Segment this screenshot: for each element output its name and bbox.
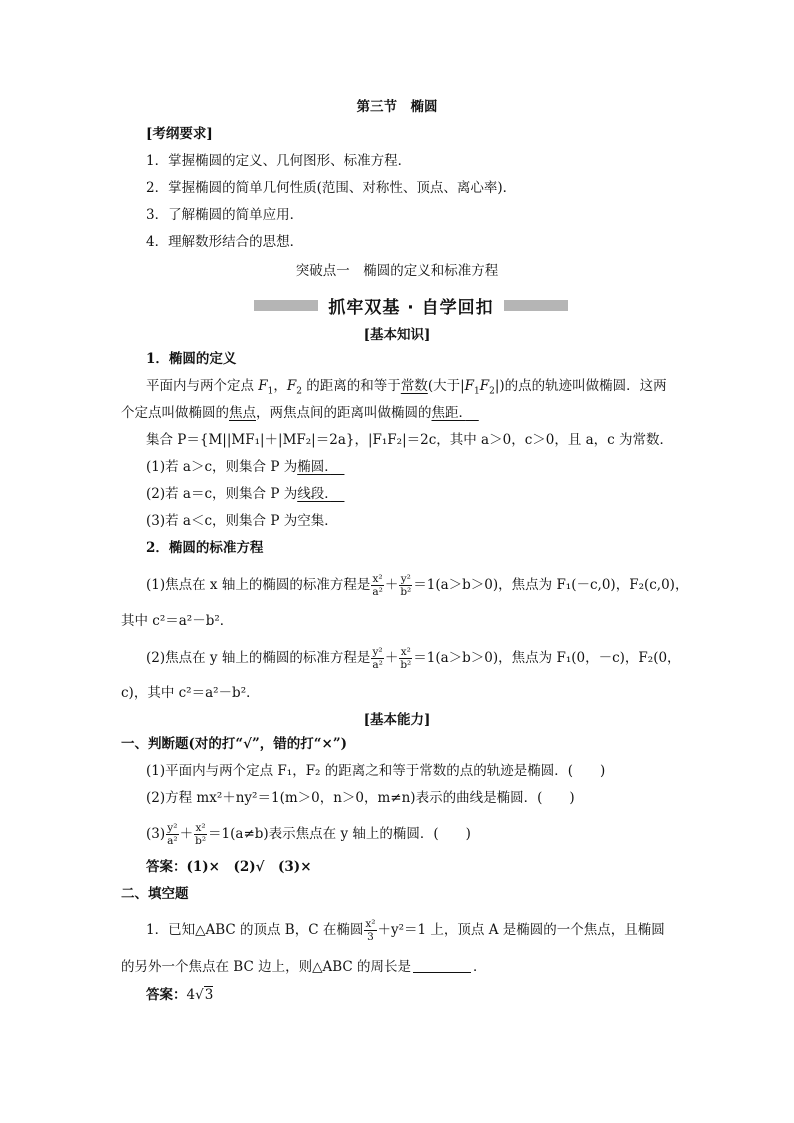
fill-blank-answer: 答案：4√3 — [146, 987, 214, 1003]
sqrt-icon: √ — [195, 987, 204, 1003]
term-focal-distance: 焦距． — [431, 405, 466, 421]
outline-item-2: 2．掌握椭圆的简单几何性质(范围、对称性、顶点、离心率)． — [146, 180, 517, 196]
definition-heading: 1．椭圆的定义 — [146, 351, 237, 367]
fraction-y2-a2-tf: $\frac{\text{y²}}{\text{a²}}$ — [167, 822, 178, 847]
true-false-answer: 答案：(1)× (2)√ (3)× — [146, 859, 312, 875]
outline-item-4: 4．理解数形结合的思想． — [146, 234, 304, 250]
banner-text: 抓牢双基 · 自学回扣 — [328, 297, 494, 318]
standard-equation-x: (1)焦点在 x 轴上的椭圆的标准方程是 $\frac{\text{x²}}{\text{a²}}$ ＋ $\frac{\text{y²}}{\text{b²}}$ ＝1(a＞b＞0)，焦点为 F₁(－c,0)，F₂(c,0)， — [146, 573, 689, 598]
set-definition: 集合 P＝{M||MF₁|＋|MF₂|＝2a}，|F₁F₂|＝2c，其中 a＞0，c＞0，且 a，c 为常数． — [146, 432, 674, 448]
breakthrough-title: 突破点一 椭圆的定义和标准方程 — [295, 263, 499, 279]
true-false-3: (3) $\frac{\text{y²}}{\text{a²}}$ ＋ $\frac{\text{x²}}{\text{b²}}$ ＝1(a≠b)表示焦点在 y 轴上的椭圆．( ) — [146, 822, 471, 847]
fill-blank-question-1-cont: 的另外一个焦点在 BC 边上，则△ABC 的周长是 ． — [121, 959, 487, 975]
true-false-heading: 一、判断题(对的打“√”，错的打“×”) — [121, 736, 348, 752]
standard-equation-x-note: 其中 c²＝a²－b²． — [121, 613, 234, 629]
fill-blank-heading: 二、填空题 — [121, 886, 189, 902]
banner-bar-left — [254, 300, 318, 311]
fraction-y2-b2: $\frac{\text{y²}}{\text{b²}}$ — [400, 573, 412, 598]
definition-line-1: 平面内与两个定点 $F_1$，$F_2$ 的距离的和等于常数(大于$|F_1F_2|$)的点的轨迹叫做椭圆．这两 — [146, 378, 667, 397]
basic-knowledge-heading: [基本知识] — [363, 327, 431, 343]
case-3: (3)若 a＜c，则集合 P 为空集． — [146, 513, 338, 529]
fraction-x2-a2: $\frac{\text{x²}}{\text{a²}}$ — [372, 573, 383, 598]
term-focus: 焦点 — [229, 405, 256, 421]
true-false-2: (2)方程 mx²＋ny²＝1(m＞0，n＞0，m≠n)表示的曲线是椭圆．( ) — [146, 790, 575, 806]
basic-ability-heading: [基本能力] — [363, 712, 431, 728]
standard-equation-y-note: c)，其中 c²＝a²－b²． — [121, 685, 260, 701]
banner-bar-right — [504, 300, 568, 311]
true-false-1: (1)平面内与两个定点 F₁，F₂ 的距离之和等于常数的点的轨迹是椭圆．( ) — [146, 763, 606, 779]
fraction-x2-b2-tf: $\frac{\text{x²}}{\text{b²}}$ — [195, 822, 207, 847]
standard-equation-y: (2)焦点在 y 轴上的椭圆的标准方程是 $\frac{\text{y²}}{\text{a²}}$ ＋ $\frac{\text{x²}}{\text{b²}}$ ＝1(a＞b＞0)，焦点为 F₁(0，－c)，F₂(0， — [146, 646, 681, 671]
fraction-x2-b2: $\frac{\text{x²}}{\text{b²}}$ — [400, 646, 412, 671]
outline-item-1: 1．掌握椭圆的定义、几何图形、标准方程． — [146, 153, 412, 169]
answer-blank — [413, 958, 471, 973]
exam-outline-heading: [考纲要求] — [146, 126, 213, 142]
outline-item-3: 3．了解椭圆的简单应用． — [146, 207, 304, 223]
case-1: (1)若 a＞c，则集合 P 为椭圆． — [146, 459, 331, 475]
fill-blank-question-1: 1．已知△ABC 的顶点 B，C 在椭圆 $\frac{\text{x²}}{3}$ ＋y²＝1 上，顶点 A 是椭圆的一个焦点，且椭圆 — [146, 918, 665, 943]
case-2: (2)若 a＝c，则集合 P 为线段． — [146, 486, 331, 502]
definition-line-2: 个定点叫做椭圆的焦点，两焦点间的距离叫做椭圆的焦距． — [121, 404, 479, 422]
section-banner — [254, 294, 568, 316]
fraction-y2-a2: $\frac{\text{y²}}{\text{a²}}$ — [372, 646, 383, 671]
standard-equation-heading: 2．椭圆的标准方程 — [146, 540, 264, 556]
fraction-x2-3: $\frac{\text{x²}}{3}$ — [365, 918, 376, 943]
section-title: 第三节 椭圆 — [356, 99, 438, 115]
term-constant: 常数 — [400, 378, 428, 394]
